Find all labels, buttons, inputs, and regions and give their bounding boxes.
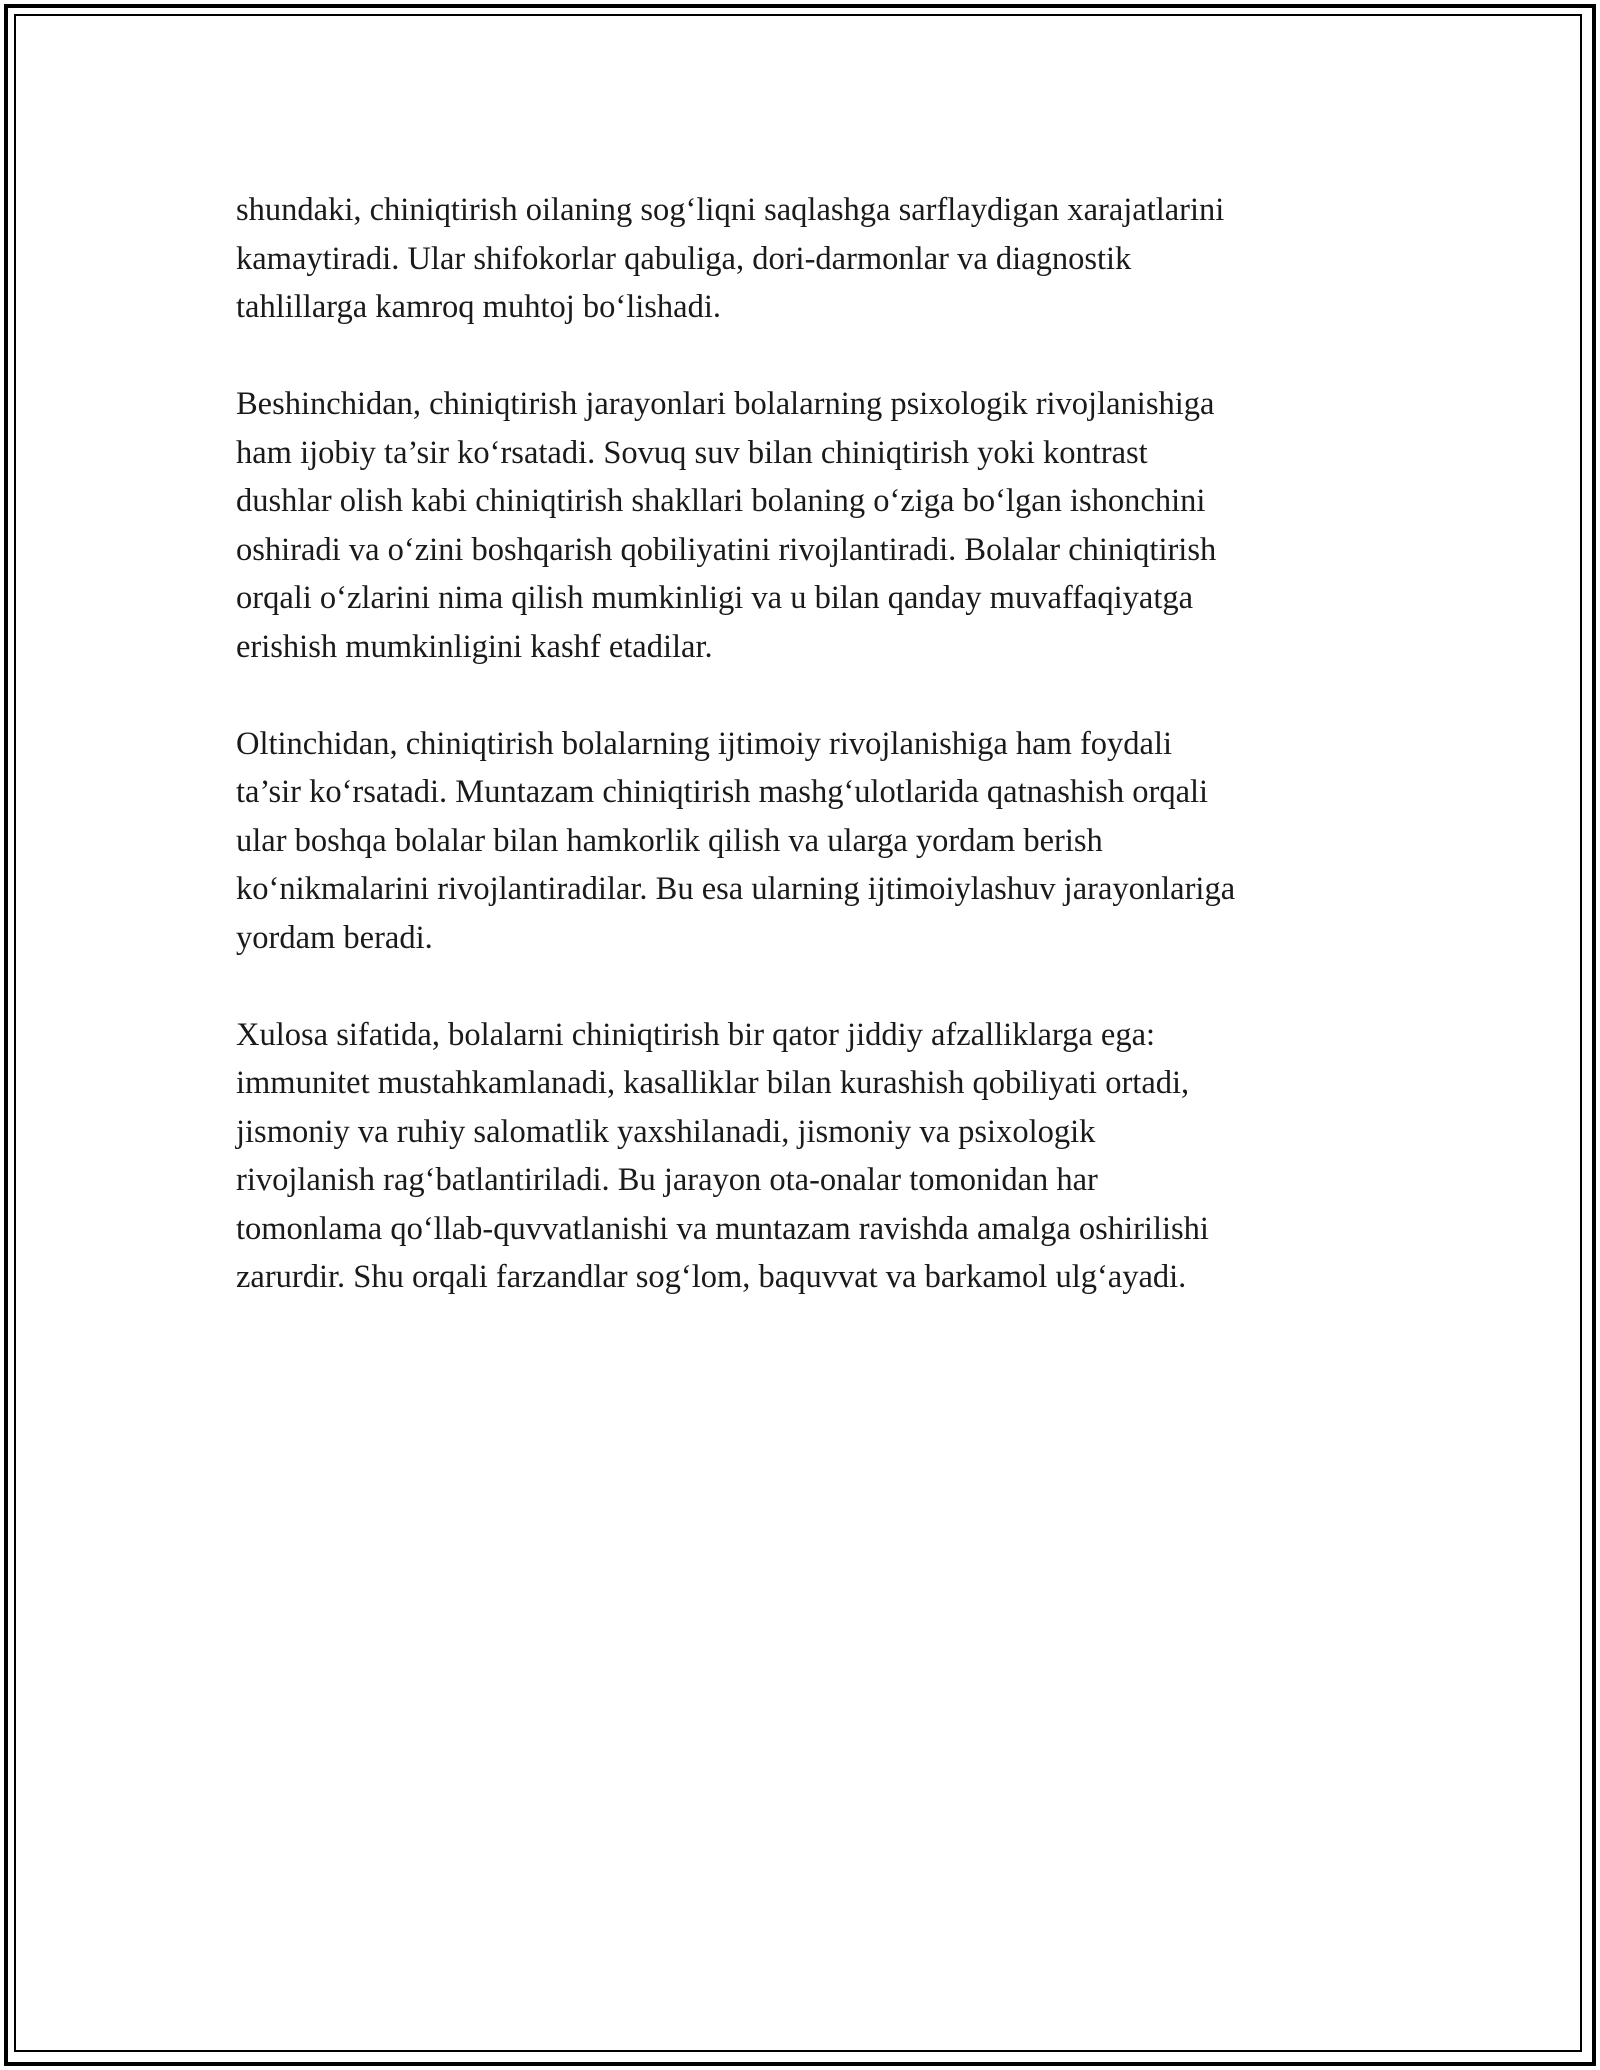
text-line: rivojlanish rag‘batlantiriladi. Bu jarayon ota-onalar tomonidan har (236, 1162, 1098, 1198)
paragraph-social-development (236, 720, 1376, 963)
text-line: shundaki, chiniqtirish oilaning sog‘liqni saqlashga sarflaydigan xarajatlarini (236, 192, 1225, 228)
text-line: tahlillarga kamroq muhtoj bo‘lishadi. (236, 289, 722, 325)
text-line: yordam beradi. (236, 919, 433, 956)
text-line: oshiradi va o‘zini boshqarish qobiliyatini rivojlantiradi. Bolalar chiniqtirish (236, 531, 1217, 568)
text-line: Oltinchidan, chiniqtirish bolalarning ijtimoiy rivojlanishiga ham foydali (236, 725, 1173, 762)
text-line: dushlar olish kabi chiniqtirish shakllari bolaning o‘ziga bo‘lgan ishonchini (236, 483, 1206, 519)
text-line: erishish mumkinligini kashf etadilar. (236, 628, 713, 665)
text-line: ular boshqa bolalar bilan hamkorlik qilish va ularga yordam berish (236, 822, 1103, 859)
text-line: immunitet mustahkamlanadi, kasalliklar bilan kurashish qobiliyati ortadi, (236, 1065, 1190, 1101)
text-line: ham ijobiy ta’sir ko‘rsatadi. Sovuq suv bilan chiniqtirish yoki kontrast (236, 434, 1148, 471)
text-line: zarurdir. Shu orqali farzandlar sog‘lom, baquvvat va barkamol ulg‘ayadi. (236, 1259, 1187, 1295)
paragraph-conclusion (236, 1011, 1376, 1302)
paragraph-psychological-development (236, 380, 1376, 671)
paragraph-healthcare-costs (236, 186, 1376, 332)
text-line: Beshinchidan, chiniqtirish jarayonlari bolalarning psixologik rivojlanishiga (236, 386, 1215, 422)
text-line: kamaytiradi. Ular shifokorlar qabuliga, dori-darmonlar va diagnostik (236, 240, 1132, 277)
text-line: Xulosa sifatida, bolalarni chiniqtirish bir qator jiddiy afzalliklarga ega: (236, 1016, 1156, 1053)
text-line: ko‘nikmalarini rivojlantiradilar. Bu esa ularning ijtimoiylashuv jarayonlariga (236, 871, 1236, 907)
text-line: ta’sir ko‘rsatadi. Muntazam chiniqtirish mashg‘ulotlarida qatnashish orqali (236, 774, 1209, 810)
text-line: orqali o‘zlarini nima qilish mumkinligi va u bilan qanday muvaffaqiyatga (236, 580, 1194, 616)
text-line: jismoniy va ruhiy salomatlik yaxshilanadi, jismoniy va psixologik (236, 1113, 1096, 1150)
document-body (236, 186, 1376, 1350)
text-line: tomonlama qo‘llab-quvvatlanishi va muntazam ravishda amalga oshirilishi (236, 1210, 1209, 1247)
